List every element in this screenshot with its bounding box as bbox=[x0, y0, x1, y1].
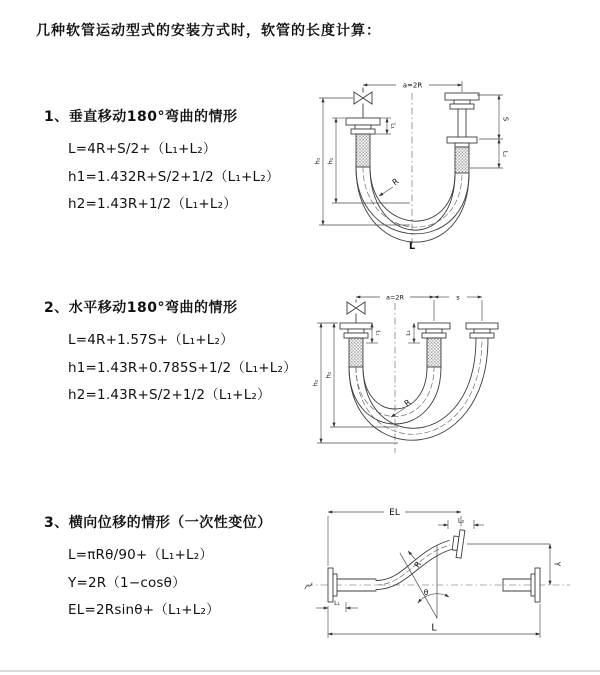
dim-label-offset: Y bbox=[552, 561, 562, 567]
dim-label-length: L bbox=[408, 241, 416, 252]
section-2-formulas bbox=[68, 327, 297, 410]
dim-label-joint2: L₂ bbox=[406, 330, 412, 336]
right-upper-fitting bbox=[445, 93, 479, 137]
dim-label-height1: h₁ bbox=[311, 379, 320, 387]
braided-hose-section bbox=[349, 338, 363, 367]
dim-label-el: EL bbox=[389, 508, 400, 518]
page-title: 几种软管运动型式的安装方式时，软管的长度计算： bbox=[36, 23, 381, 39]
braided-hose-section bbox=[455, 147, 469, 173]
dimension-lines bbox=[312, 294, 483, 444]
section-vertical-movement bbox=[44, 106, 280, 219]
braided-hose-section bbox=[356, 134, 370, 167]
page-bottom-rule bbox=[0, 670, 600, 672]
dimension-lines bbox=[314, 81, 510, 252]
right-flange-fitting bbox=[466, 323, 498, 338]
section-1-formulas bbox=[68, 136, 280, 219]
dim-label-width: a=2R bbox=[402, 81, 423, 90]
formula-line: L=4R+1.57S+（L₁+L₂） bbox=[68, 332, 234, 348]
dim-label-joint1: L₁ bbox=[334, 600, 340, 607]
hose-assembly bbox=[346, 88, 479, 242]
diagram-horizontal-180-bend bbox=[310, 285, 545, 460]
section-3-heading: 3、横向位移的情形（一次性变位） bbox=[44, 515, 272, 531]
dim-label-height2: h₂ bbox=[324, 371, 333, 379]
valve-icon bbox=[354, 88, 372, 118]
right-flange-fitting bbox=[503, 568, 540, 602]
dim-label-joint2: L₂ bbox=[457, 516, 465, 525]
section-horizontal-movement bbox=[44, 297, 297, 410]
formula-line: EL=2Rsinθ+（L₁+L₂） bbox=[68, 602, 220, 618]
right-lower-fitting bbox=[447, 137, 477, 173]
formula-line: h2=1.43R+1/2（L₁+L₂） bbox=[68, 196, 237, 212]
dim-label-radius: R bbox=[402, 397, 413, 409]
diagram-lateral-displacement bbox=[298, 498, 590, 650]
dimension-lines bbox=[316, 508, 562, 638]
dim-label-joint1: L₁ bbox=[374, 330, 381, 336]
formula-line: h1=1.43R+0.785S+1/2（L₁+L₂） bbox=[68, 359, 297, 376]
formula-line: h1=1.432R+S/2+1/2（L₁+L₂） bbox=[68, 168, 280, 185]
diagram-vertical-180-bend bbox=[312, 66, 537, 256]
dim-label-length: L bbox=[431, 622, 437, 634]
middle-flange-fitting bbox=[418, 323, 450, 367]
centerline-break-mark bbox=[305, 583, 312, 589]
u-bend-hose-shifted bbox=[349, 338, 488, 440]
section-lateral-displacement bbox=[44, 512, 272, 625]
section-3-formulas bbox=[68, 542, 272, 625]
dim-label-joint1: L₁ bbox=[389, 123, 397, 129]
dim-label-joint2: L₂ bbox=[501, 150, 510, 158]
dim-label-angle: θ bbox=[423, 588, 429, 597]
section-1-heading: 1、垂直移动180°弯曲的情形 bbox=[44, 109, 238, 125]
section-2-heading: 2、水平移动180°弯曲的情形 bbox=[44, 300, 238, 316]
dim-label-height2: h₂ bbox=[326, 157, 335, 165]
formula-line: L=4R+S/2+（L₁+L₂） bbox=[68, 141, 217, 157]
formula-line: L=πRθ/90+（L₁+L₂） bbox=[68, 547, 214, 563]
left-flange-fitting bbox=[346, 118, 380, 167]
formula-line: h2=1.43R+S/2+1/2（L₁+L₂） bbox=[68, 387, 271, 403]
dim-label-radius: R bbox=[390, 176, 401, 188]
left-flange-fitting bbox=[340, 323, 372, 367]
dim-label-shift: s bbox=[456, 293, 460, 302]
valve-icon bbox=[347, 300, 365, 323]
dim-label-stroke: S bbox=[501, 116, 510, 122]
hose-assembly bbox=[340, 300, 498, 440]
hose-assembly bbox=[305, 529, 540, 618]
dim-label-radius: R bbox=[412, 559, 424, 570]
dim-label-width: a=2R bbox=[385, 293, 405, 302]
formula-line: Y=2R（1−cosθ） bbox=[68, 574, 186, 591]
u-bend-hose bbox=[356, 167, 469, 242]
upper-flange-fitting bbox=[451, 529, 465, 558]
braided-hose-section bbox=[427, 338, 441, 367]
dim-label-height1: h₁ bbox=[313, 157, 322, 165]
